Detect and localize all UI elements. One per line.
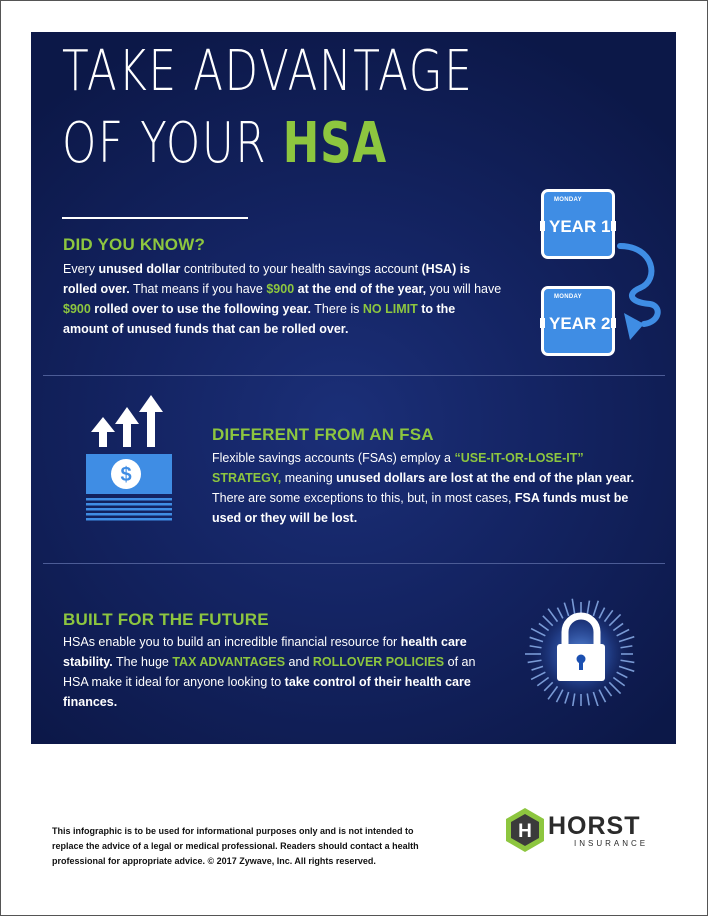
title-line-1: TAKE ADVANTAGE xyxy=(62,39,474,104)
fsa-heading: DIFFERENT FROM AN FSA xyxy=(212,425,434,444)
page-title xyxy=(62,36,473,180)
future-heading: BUILT FOR THE FUTURE xyxy=(63,610,269,629)
infographic-panel xyxy=(31,32,676,744)
bill-stack-icon xyxy=(86,498,172,521)
title-line-2: OF YOUR xyxy=(62,111,283,176)
calendar-year-label: YEAR 2 xyxy=(549,314,611,333)
fsa-text: Flexible savings accounts (FSAs) employ a “USE-IT-OR-LOSE-IT” STRATEGY, meaning unused dollars are lost at the end of the plan year. There are some exceptions to this, but, in most cases, FSA funds must be used or they will be lost. xyxy=(212,451,635,525)
horst-hexagon-icon xyxy=(504,806,546,854)
section-divider xyxy=(43,563,665,564)
disclaimer-text: This infographic is to be used for informational purposes only and is not intended to replace the advice of a legal or medical professional. Readers should contact a health professional for appropriate advice. © 2017 Zywave, Inc. All rights reserved. xyxy=(52,826,419,866)
growth-arrows-icon xyxy=(91,395,163,447)
money-growth-icon xyxy=(83,392,173,527)
did-you-know-text: Every unused dollar contributed to your health savings account (HSA) is rolled over. That means if you have $900 at the end of the year, you will have $900 rolled over to use the following year. There is NO LIMIT to the amount of unused funds that can be rolled over. xyxy=(63,262,502,336)
logo-name: HORST xyxy=(548,812,641,840)
calendar-card-year-2 xyxy=(541,286,615,356)
title-underline xyxy=(62,217,248,219)
title-hsa-highlight: HSA xyxy=(282,111,387,176)
future-text: HSAs enable you to build an incredible financial resource for health care stability. The huge TAX ADVANTAGES and ROLLOVER POLICIES of an HSA make it ideal for anyone looking to take control of their health care finances. xyxy=(63,635,476,709)
calendar-day-label: MONDAY xyxy=(554,294,582,300)
calendar-year-label: YEAR 1 xyxy=(549,217,611,236)
section-divider xyxy=(43,375,665,376)
logo-letter: H xyxy=(518,821,532,842)
lock-icon xyxy=(525,594,637,706)
calendar-card-year-1 xyxy=(541,189,615,259)
horst-insurance-logo xyxy=(504,806,664,854)
dollar-sign-icon: $ xyxy=(120,464,132,486)
logo-subtitle: INSURANCE xyxy=(574,839,649,848)
did-you-know-heading: DID YOU KNOW? xyxy=(63,235,206,254)
calendar-day-label: MONDAY xyxy=(554,197,582,203)
rollover-arrow-icon xyxy=(616,232,666,342)
